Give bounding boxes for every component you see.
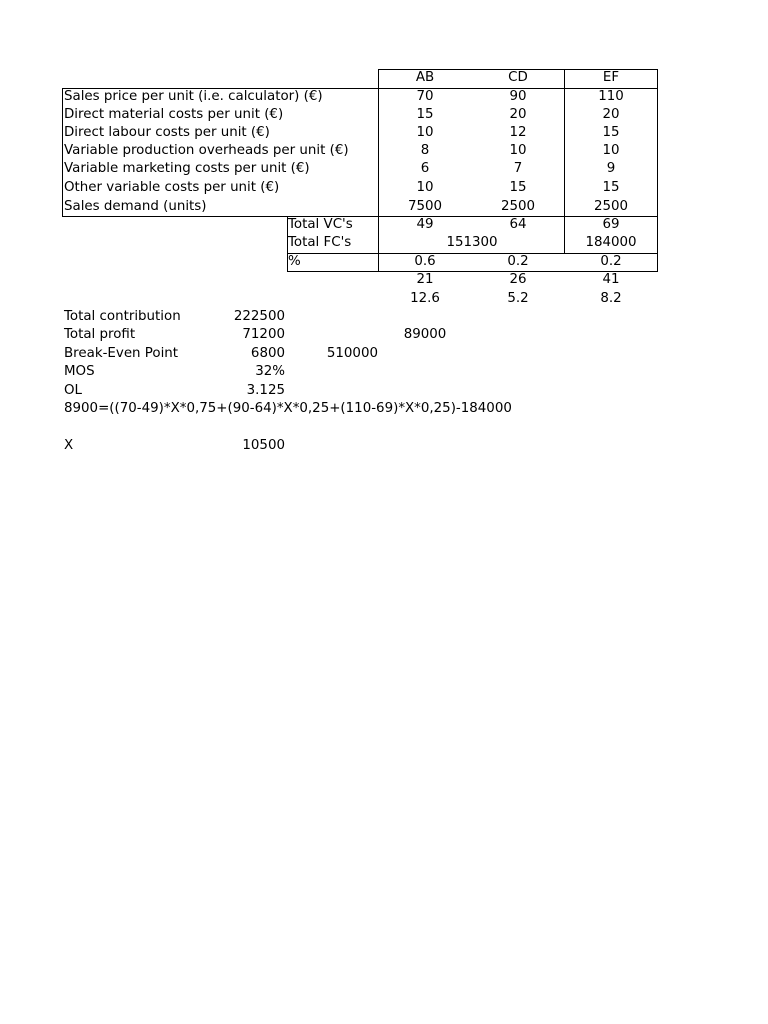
border-line [287,253,658,254]
percent-value: 0.6 [414,254,436,269]
row-label: Sales demand (units) [64,199,207,214]
summary-extra: 510000 [326,346,378,361]
percent-label: % [288,254,301,269]
row-label: Direct labour costs per unit (€) [64,125,270,140]
summary-label: X [64,438,74,453]
total-fc-ef: 184000 [585,235,637,250]
header-ab: AB [415,70,435,85]
border-line [657,69,658,272]
summary-label: Total profit [64,327,136,342]
summary-value: 3.125 [246,383,285,398]
cell-value: 12 [509,125,527,140]
cell-value: 15 [509,180,527,195]
total-fc-label: Total FC's [288,235,352,250]
total-vc-value: 69 [602,217,620,232]
cell-value: 10 [602,143,620,158]
cell-value: 20 [602,107,620,122]
cell-value: 20 [509,107,527,122]
row-label: Variable marketing costs per unit (€) [64,161,310,176]
cell-value: 15 [602,125,620,140]
summary-value: 10500 [242,438,285,453]
border-line [62,88,63,217]
row-label: Direct material costs per unit (€) [64,107,284,122]
total-vc-label: Total VC's [288,217,353,232]
cell-value: 10 [416,180,434,195]
cell-value: 6 [420,161,430,176]
row-label: Other variable costs per unit (€) [64,180,280,195]
cell-value: 9 [606,161,616,176]
cell-value: 7 [513,161,523,176]
border-line [564,69,565,254]
contribution-value: 21 [416,272,434,287]
weighted-value: 5.2 [507,291,529,306]
header-cd: CD [508,70,528,85]
percent-value: 0.2 [600,254,622,269]
summary-value: 222500 [233,309,285,324]
total-fc-ab-cd: 151300 [446,235,498,250]
border-line [62,88,658,89]
cell-value: 110 [598,89,624,104]
summary-value: 32% [255,364,285,379]
header-ef: EF [602,70,620,85]
summary-label: OL [64,383,83,398]
cell-value: 8 [420,143,430,158]
summary-label: Break-Even Point [64,346,179,361]
border-line [287,216,288,272]
total-vc-value: 64 [509,217,527,232]
formula-text: 8900=((70-49)*X*0,75+(90-64)*X*0,25+(110-69)*X*0,25)-184000 [64,401,512,416]
cell-value: 70 [416,89,434,104]
summary-label: Total contribution [64,309,181,324]
border-line [378,69,379,272]
summary-value: 6800 [250,346,285,361]
percent-value: 0.2 [507,254,529,269]
row-label: Sales price per unit (i.e. calculator) (€) [64,89,323,104]
cell-value: 10 [416,125,434,140]
border-line [379,69,658,70]
cell-value: 90 [509,89,527,104]
summary-value: 71200 [242,327,285,342]
contribution-value: 26 [509,272,527,287]
contribution-value: 41 [602,272,620,287]
summary-label: MOS [64,364,95,379]
cell-value: 2500 [500,199,536,214]
cell-value: 10 [509,143,527,158]
border-line [287,271,658,272]
weighted-value: 12.6 [410,291,440,306]
cell-value: 15 [602,180,620,195]
cell-value: 15 [416,107,434,122]
cell-value: 2500 [593,199,629,214]
total-vc-value: 49 [416,217,434,232]
weighted-value: 8.2 [600,291,622,306]
row-label: Variable production overheads per unit (€) [64,143,349,158]
border-line [62,216,658,217]
cell-value: 7500 [407,199,443,214]
summary-extra: 89000 [403,327,447,342]
